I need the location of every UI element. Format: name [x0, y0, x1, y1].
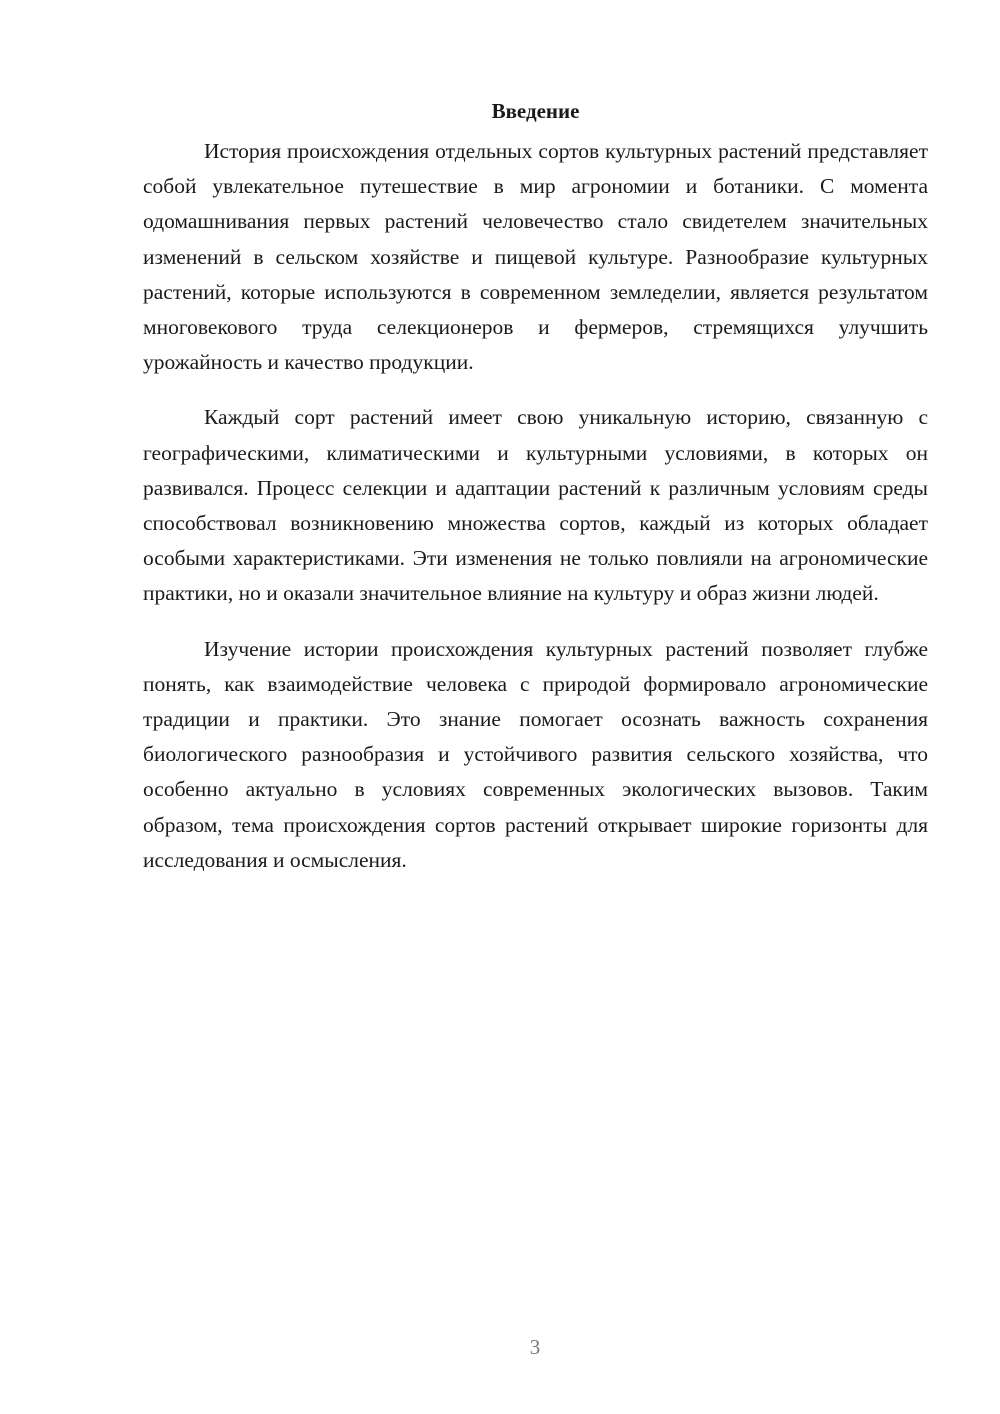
paragraph-2: Каждый сорт растений имеет свою уникальную историю, связанную с географическими, климатическими и культурными условиями, в которых он развивался. Процесс селекции и адаптации растений к различным условиям среды способствовал возникновению множества сортов, каждый из которых обладает особыми характеристиками. Эти изменения не только повлияли на агрономические практики, но и оказали значительное влияние на культуру и образ жизни людей. — [143, 405, 928, 606]
paragraph-1: История происхождения отдельных сортов культурных растений представляет собой увлекательное путешествие в мир агрономии и ботаники. С момента одомашнивания первых растений человечество стало свидетелем значительных изменений в сельском хозяйстве и пищевой культуре. Разнообразие культурных растений, которые используются в современном земледелии, является результатом многовекового труда селекционеров и фермеров, стремящихся улучшить урожайность и качество продукции. — [143, 139, 928, 375]
page-content — [143, 94, 928, 898]
section-title: Введение — [491, 99, 580, 123]
page-number: 3 — [529, 1335, 541, 1359]
paragraph-3: Изучение истории происхождения культурных растений позволяет глубже понять, как взаимодействие человека с природой формировало агрономические традиции и практики. Это знание помогает осознать важность сохранения биологического разнообразия и устойчивого развития сельского хозяйства, что особенно актуально в условиях современных экологических вызовов. Таким образом, тема происхождения сортов растений открывает широкие горизонты для исследования и осмысления. — [143, 636, 928, 872]
